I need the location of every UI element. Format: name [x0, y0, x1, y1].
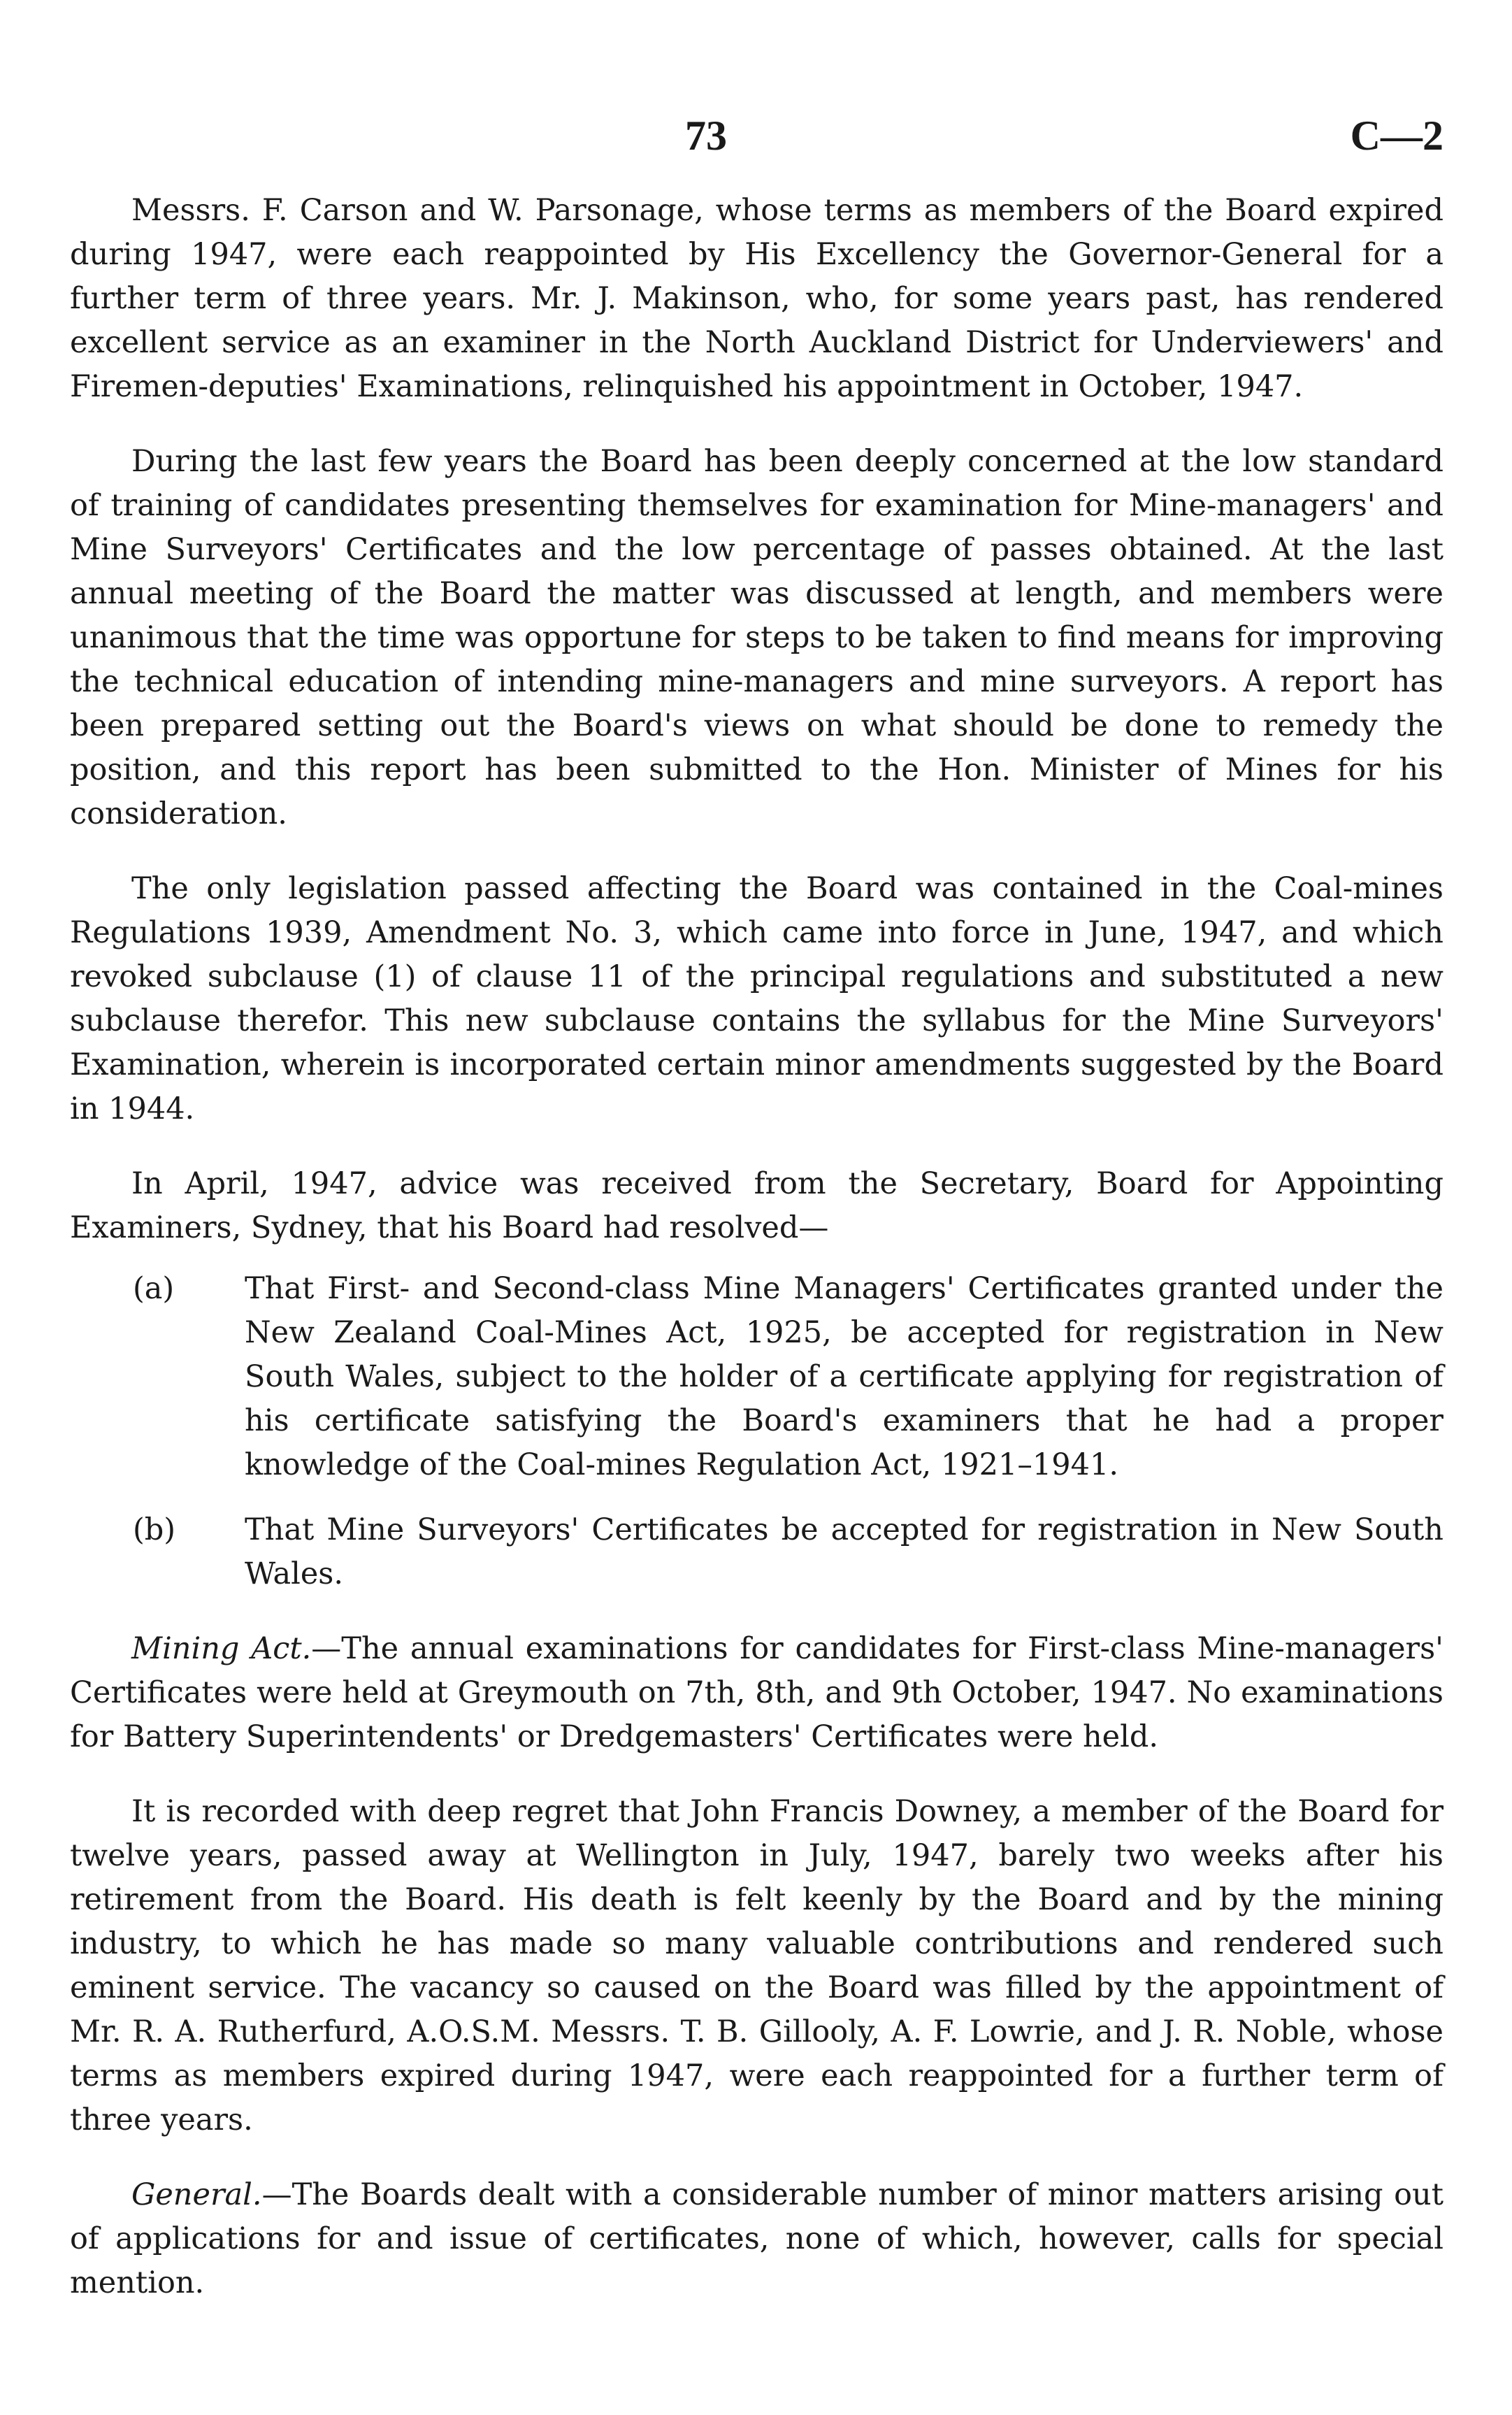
general-heading: General.: [131, 2177, 262, 2212]
mining-act-heading: Mining Act.: [131, 1631, 312, 1666]
page-header: [70, 112, 1443, 189]
mining-act-text: —The annual examinations for candidates for First-class Mine-managers' Certificates were held at Greymouth on 7th, 8th, and 9th October, 1947. No examinations for Battery Superintendents' or Dredgemasters' Certificates were held.: [70, 1631, 1444, 1754]
list-text-b: That Mine Surveyors' Certificates be accepted for registration in New South Wales.: [245, 1512, 1443, 1591]
general-text: —The Boards dealt with a considerable number of minor matters arising out of applications for and issue of certificates, none of which, however, calls for special mention.: [70, 2177, 1443, 2300]
list-item-b: [70, 1508, 1443, 1596]
paragraph-training-concerns: During the last few years the Board has been deeply concerned at the low standard of training of candidates presenting themselves for examination for Mine-managers' and Mine Surveyors' Certificates and the low percentage of passes obtained. At the last annual meeting of the Board the matter was discussed at length, and members were unanimous that the time was opportune for steps to be taken to find means for improving the technical education of intending mine-managers and mine surveyors. A report has been prepared setting out the Board's views on what should be done to remedy the position, and this report has been submitted to the Hon. Minister of Mines for his consideration.: [70, 444, 1443, 831]
paragraph-sydney-advice: In April, 1947, advice was received from the Secretary, Board for Appointing Examiners, Sydney, that his Board had resolved—: [70, 1166, 1443, 1245]
paragraph-general: [70, 2173, 1443, 2305]
list-text-a: That First- and Second-class Mine Managers' Certificates granted under the New Zealand Coal-Mines Act, 1925, be accepted for registration in New South Wales, subject to the holder of a certificate applying for registration of his certificate satisfying the Board's examiners that he had a proper knowledge of the Coal-mines Regulation Act, 1921–1941.: [245, 1271, 1443, 1482]
document-page: [70, 112, 1443, 2336]
list-label-a: (a): [133, 1271, 175, 1306]
page-number: 73: [685, 113, 727, 159]
paragraph-board-reappointments: Messrs. F. Carson and W. Parsonage, whose terms as members of the Board expired during 1947, were each reappointed by His Excellency the Governor-General for a further term of three years. Mr. J. Makinson, who, for some years past, has rendered excellent service as an examiner in the North Auckland District for Underviewers' and Firemen-deputies' Examinations, relinquished his appointment in October, 1947.: [70, 193, 1443, 404]
paragraph-downey-obituary: It is recorded with deep regret that John Francis Downey, a member of the Board for twelve years, passed away at Wellington in July, 1947, barely two weeks after his retirement from the Board. His death is felt keenly by the Board and by the mining industry, to which he has made so many valuable contributions and rendered such eminent service. The vacancy so caused on the Board was filled by the appointment of Mr. R. A. Rutherfurd, A.O.S.M. Messrs. T. B. Gillooly, A. F. Lowrie, and J. R. Noble, whose terms as members expired during 1947, were each reappointed for a further term of three years.: [70, 1794, 1443, 2137]
paragraph-legislation: The only legislation passed affecting the Board was contained in the Coal-mines Regulations 1939, Amendment No. 3, which came into force in June, 1947, and which revoked subclause (1) of clause 11 of the principal regulations and substituted a new subclause therefor. This new subclause contains the syllabus for the Mine Surveyors' Examination, wherein is incorporated certain minor amendments suggested by the Board in 1944.: [70, 871, 1443, 1126]
paragraph-mining-act: [70, 1627, 1443, 1759]
page-reference: C—2: [1350, 113, 1443, 159]
list-label-b: (b): [133, 1512, 176, 1547]
list-item-a: [70, 1267, 1443, 1487]
